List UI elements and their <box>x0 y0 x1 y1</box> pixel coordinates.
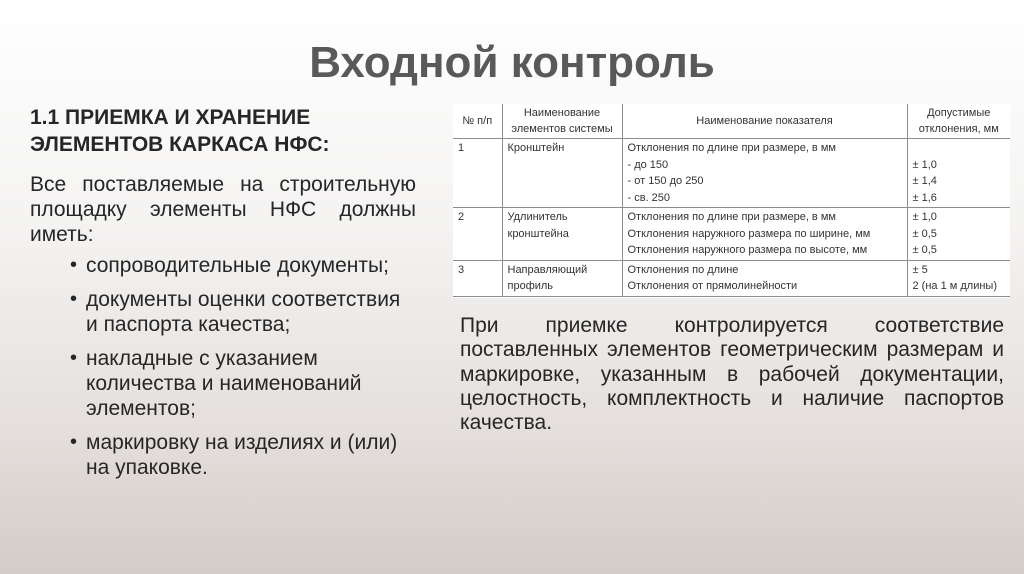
bullet-icon: • <box>70 431 78 453</box>
table-row <box>453 260 1010 296</box>
bullet-icon: • <box>70 254 78 276</box>
acceptance-paragraph: При приемке контролируется соответствие поставленных элементов геометрическим размерам и маркировке, указанным в рабочей документации, целостность, комплектность и наличие паспортов качества. <box>460 314 1004 435</box>
intro-paragraph: Все поставляемые на строительную площадку элементы НФС должны иметь: <box>30 173 416 246</box>
header-tolerance: Допустимые отклонения, мм <box>907 104 1010 139</box>
list-item: • маркировку на изделиях и (или) на упаковке. <box>70 431 398 479</box>
slide-title: Входной контроль <box>309 38 715 87</box>
bullet-icon: • <box>70 347 78 369</box>
tolerance-table-image <box>453 104 1010 298</box>
table-row <box>453 208 1010 261</box>
cell-tolerances: ± 1,0 ± 1,4 ± 1,6 <box>907 139 1010 208</box>
cell-element-name: Направляющий профиль <box>502 260 622 296</box>
table-header-row <box>453 104 1010 139</box>
list-item: • сопроводительные документы; <box>70 254 389 277</box>
table-row <box>453 139 1010 208</box>
header-indicator: Наименование показателя <box>622 104 907 139</box>
list-item: • накладные с указанием количества и наименований элементов; <box>70 347 362 420</box>
section-heading: 1.1 ПРИЕМКА И ХРАНЕНИЕ ЭЛЕМЕНТОВ КАРКАСА НФС: <box>30 106 330 156</box>
cell-number: 3 <box>453 260 502 296</box>
cell-number: 1 <box>453 139 502 208</box>
cell-indicators: Отклонения по длине Отклонения от прямолинейности <box>622 260 907 296</box>
bullet-icon: • <box>70 288 78 310</box>
cell-tolerances: ± 5 2 (на 1 м длины) <box>907 260 1010 296</box>
cell-tolerances: ± 1,0 ± 0,5 ± 0,5 <box>907 208 1010 261</box>
requirements-list <box>30 253 416 480</box>
cell-number: 2 <box>453 208 502 261</box>
header-number: № п/п <box>453 104 502 139</box>
left-column <box>30 104 416 489</box>
tolerance-table <box>453 104 1010 297</box>
list-item: • документы оценки соответствия и паспорта качества; <box>70 288 401 336</box>
header-element-name: Наименование элементов системы <box>502 104 622 139</box>
cell-element-name: Кронштейн <box>502 139 622 208</box>
cell-indicators: Отклонения по длине при размере, в мм - до 150 - от 150 до 250 - св. 250 <box>622 139 907 208</box>
cell-indicators: Отклонения по длине при размере, в мм Отклонения наружного размера по ширине, мм Отклонения наружного размера по высоте, мм <box>622 208 907 261</box>
cell-element-name: Удлинитель кронштейна <box>502 208 622 261</box>
